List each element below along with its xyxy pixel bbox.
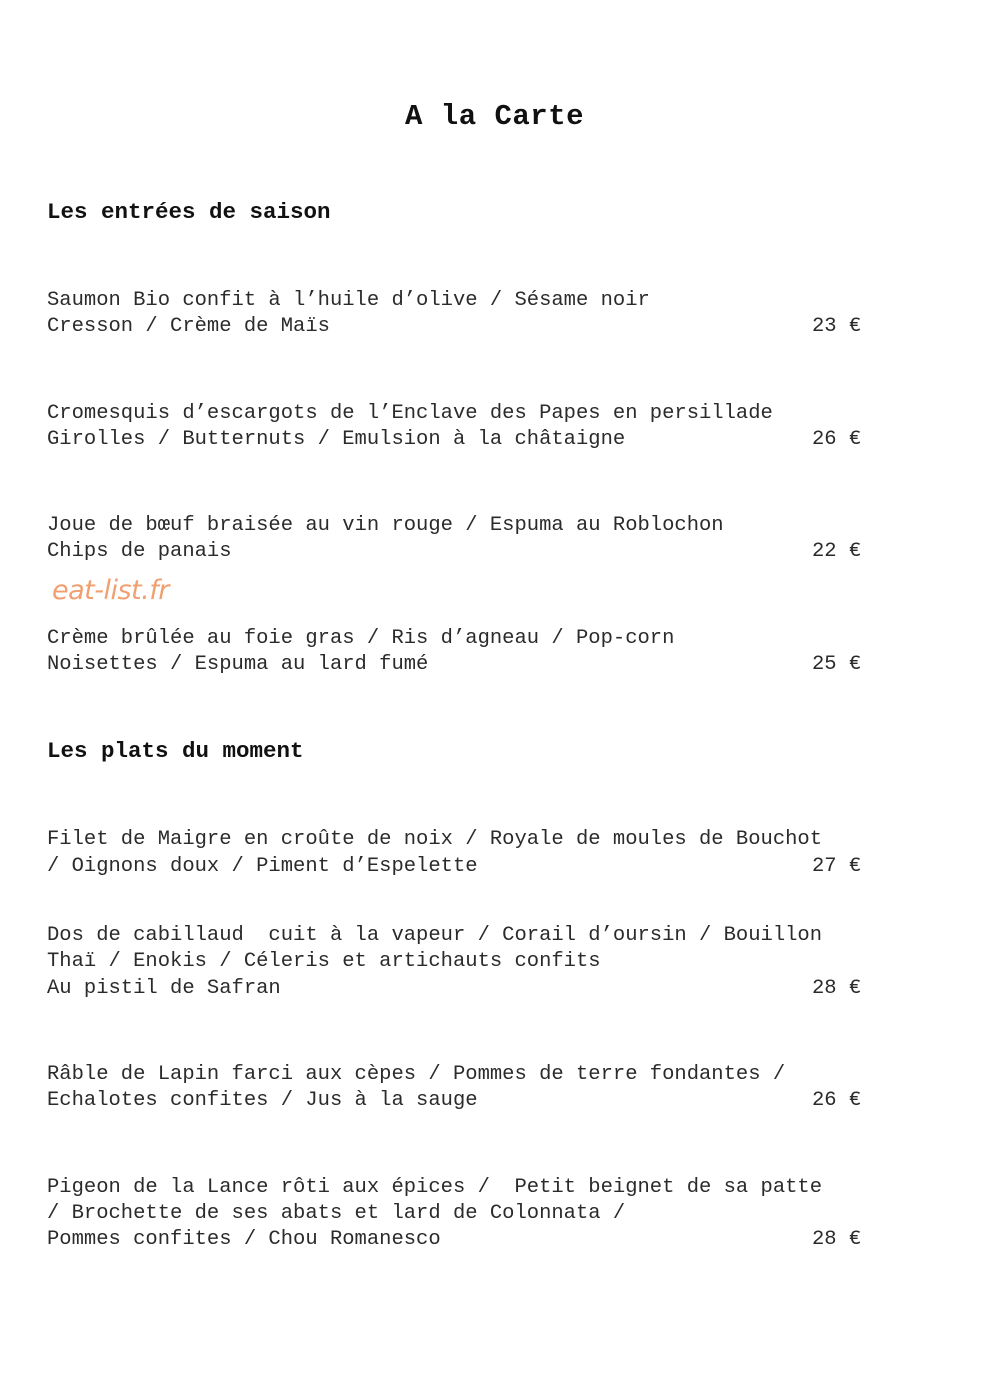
menu-item-line: Cromesquis d’escargots de l’Enclave des Papes en persillade xyxy=(47,402,773,425)
menu-item-line: / Brochette de ses abats et lard de Colonnata / xyxy=(47,1202,626,1225)
menu-item-price: 22 € xyxy=(812,540,862,563)
menu-item-line: Joue de bœuf braisée au vin rouge / Espuma au Roblochon xyxy=(47,514,724,537)
menu-item-line: Râble de Lapin farci aux cèpes / Pommes de terre fondantes / xyxy=(47,1063,786,1086)
menu-item-line: Girolles / Butternuts / Emulsion à la châtaigne xyxy=(47,428,626,451)
menu-item-line: Filet de Maigre en croûte de noix / Royale de moules de Bouchot xyxy=(47,828,823,851)
menu-item-price: 25 € xyxy=(812,653,862,676)
page-title: A la Carte xyxy=(404,100,585,133)
menu-item-line: Crème brûlée au foie gras / Ris d’agneau / Pop-corn xyxy=(47,627,675,650)
menu-item-line: Pommes confites / Chou Romanesco xyxy=(47,1228,441,1251)
menu-item-price: 27 € xyxy=(812,855,862,878)
menu-item-line: Cresson / Crème de Maïs xyxy=(47,315,330,338)
menu-item-price: 28 € xyxy=(812,977,862,1000)
menu-item-price: 28 € xyxy=(812,1228,862,1251)
watermark: eat-list.fr xyxy=(52,575,169,606)
menu-item-line: / Oignons doux / Piment d’Espelette xyxy=(47,855,478,878)
menu-item-line: Echalotes confites / Jus à la sauge xyxy=(47,1089,478,1112)
menu-item-line: Chips de panais xyxy=(47,540,232,563)
menu-item-line: Au pistil de Safran xyxy=(47,977,281,1000)
menu-item-line: Dos de cabillaud cuit à la vapeur / Corail d’oursin / Bouillon xyxy=(47,924,823,947)
section-heading-entrees: Les entrées de saison xyxy=(47,199,331,225)
menu-item-line: Noisettes / Espuma au lard fumé xyxy=(47,653,429,676)
menu-item-line: Pigeon de la Lance rôti aux épices / Petit beignet de sa patte xyxy=(47,1176,823,1199)
menu-item-price: 26 € xyxy=(812,1089,862,1112)
menu-item-price: 23 € xyxy=(812,315,862,338)
menu-item-price: 26 € xyxy=(812,428,862,451)
section-heading-plats: Les plats du moment xyxy=(47,738,304,764)
menu-item-line: Saumon Bio confit à l’huile d’olive / Sésame noir xyxy=(47,289,650,312)
menu-item-line: Thaï / Enokis / Céleris et artichauts confits xyxy=(47,950,601,973)
